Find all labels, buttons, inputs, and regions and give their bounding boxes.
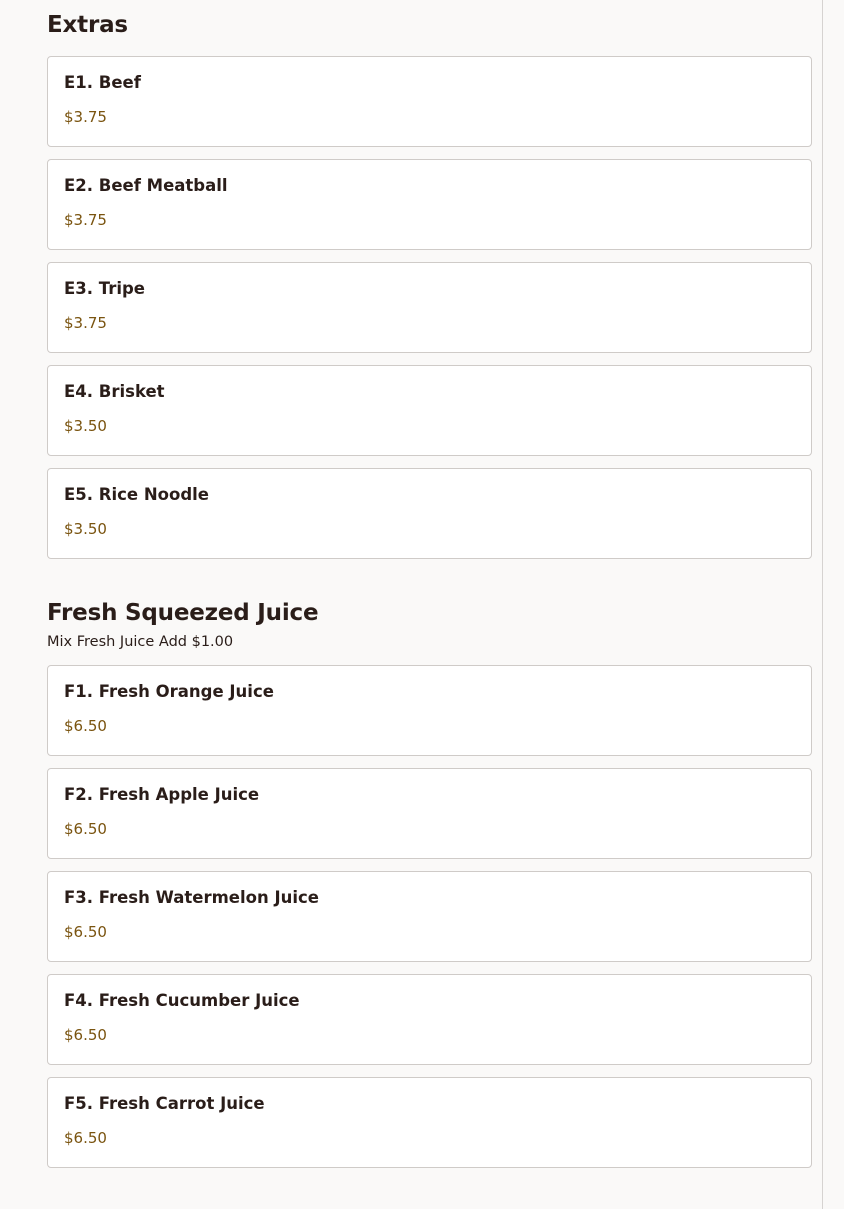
menu-item-price: $6.50 [64,1026,107,1044]
content-divider [822,0,823,1209]
menu-item-price: $6.50 [64,717,107,735]
menu-item-e3[interactable] [47,262,812,353]
menu-item-price: $3.75 [64,211,107,229]
menu-item-name: E2. Beef Meatball [64,176,228,195]
menu-item-name: F1. Fresh Orange Juice [64,682,274,701]
menu-item-f3[interactable] [47,871,812,962]
section-title: Extras [47,12,128,38]
menu-item-price: $3.50 [64,520,107,538]
menu-item-f1[interactable] [47,665,812,756]
section-extras [47,10,812,571]
menu-item-list [47,665,812,1168]
menu-item-e2[interactable] [47,159,812,250]
menu-item-name: F5. Fresh Carrot Juice [64,1094,265,1113]
menu-item-e4[interactable] [47,365,812,456]
menu-item-name: E4. Brisket [64,382,165,401]
section-note: Mix Fresh Juice Add $1.00 [47,634,234,650]
section-fresh-squeezed-juice [47,598,812,1180]
menu-item-f4[interactable] [47,974,812,1065]
menu-item-price: $3.75 [64,314,107,332]
menu-item-e5[interactable] [47,468,812,559]
menu-item-price: $6.50 [64,923,107,941]
menu-item-name: F3. Fresh Watermelon Juice [64,888,319,907]
menu-item-name: E1. Beef [64,73,141,92]
menu-item-price: $3.75 [64,108,107,126]
menu-item-price: $6.50 [64,820,107,838]
menu-item-price: $3.50 [64,417,107,435]
menu-item-f5[interactable] [47,1077,812,1168]
menu-item-name: F4. Fresh Cucumber Juice [64,991,300,1010]
menu-item-name: E3. Tripe [64,279,146,298]
menu-item-f2[interactable] [47,768,812,859]
menu-item-name: F2. Fresh Apple Juice [64,785,260,804]
menu-item-list [47,56,812,559]
menu-item-name: E5. Rice Noodle [64,485,209,504]
section-title: Fresh Squeezed Juice [47,600,319,626]
menu-item-price: $6.50 [64,1129,107,1147]
menu-item-e1[interactable] [47,56,812,147]
